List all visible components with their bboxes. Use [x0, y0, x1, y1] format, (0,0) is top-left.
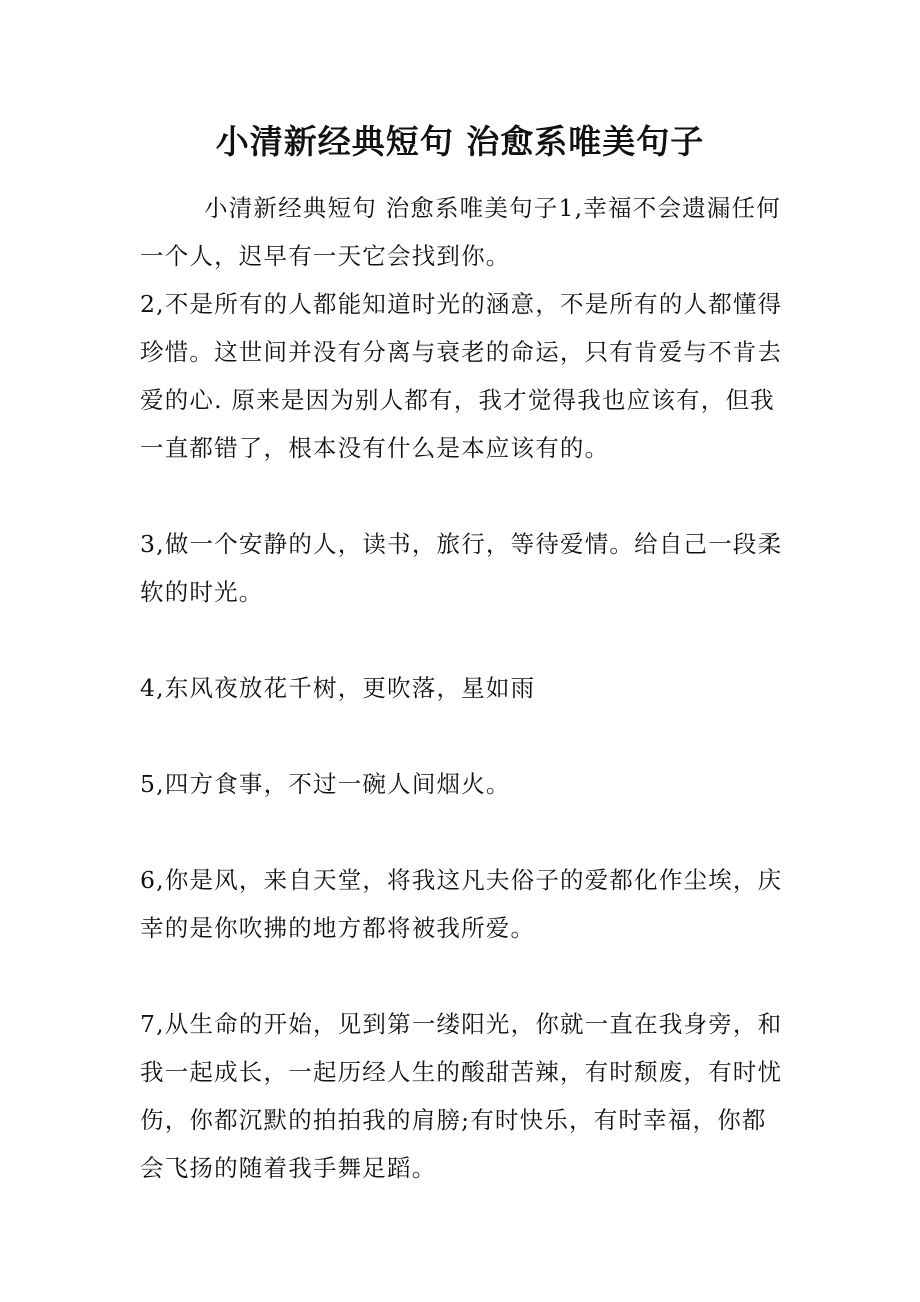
paragraph-gap — [140, 712, 785, 760]
paragraph-gap — [140, 616, 785, 664]
paragraph-4: 4,东风夜放花千树，更吹落，星如雨 — [140, 674, 536, 702]
paragraph-gap — [140, 808, 785, 856]
paragraph-7: 7,从生命的开始，见到第一缕阳光，你就一直在我身旁，和我一起成长，一起历经人生的酸甜苦辣，有时颓废，有时忧伤，你都沉默的拍拍我的肩膀;有时快乐，有时幸福，你都会飞扬的随着我手舞足蹈。 — [140, 1010, 783, 1182]
paragraph-1: 小清新经典短句 治愈系唯美句子1,幸福不会遗漏任何一个人，迟早有一天它会找到你。 — [140, 194, 781, 270]
paragraph-5: 5,四方食事，不过一碗人间烟火。 — [140, 770, 511, 798]
paragraph-gap — [140, 952, 785, 1000]
paragraph-2: 2,不是所有的人都能知道时光的涵意，不是所有的人都懂得珍惜。这世间并没有分离与衰老的命运，只有肯爱与不肯去爱的心. 原来是因为别人都有，我才觉得我也应该有，但我一直都错了，根本没有什么是本应该有的。 — [140, 290, 783, 462]
paragraph-6: 6,你是风，来自天堂，将我这凡夫俗子的爱都化作尘埃，庆幸的是你吹拂的地方都将被我所爱。 — [140, 866, 783, 942]
paragraph-gap — [140, 472, 785, 520]
document-title: 小清新经典短句 治愈系唯美句子 — [215, 122, 705, 161]
document-body — [140, 184, 785, 1192]
paragraph-3: 3,做一个安静的人，读书，旅行，等待爱情。给自己一段柔软的时光。 — [140, 530, 783, 606]
